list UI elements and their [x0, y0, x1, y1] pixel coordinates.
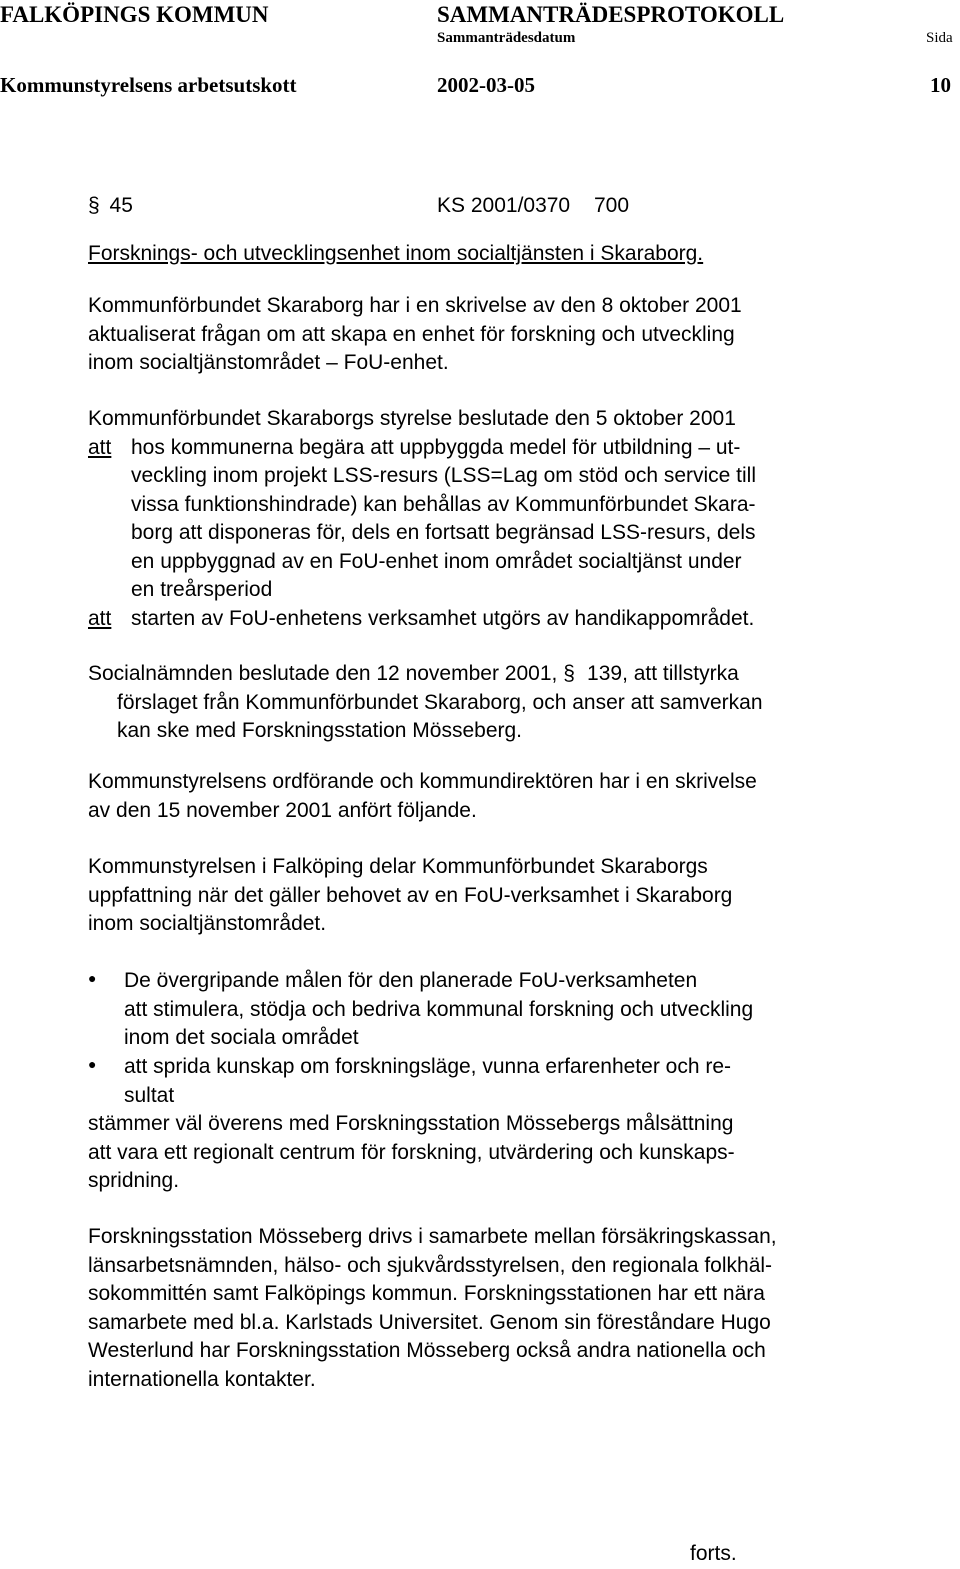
text-segment: Socialnämnden beslutade den 12 november 2001, — [88, 662, 558, 685]
date-label: Sammanträdesdatum — [437, 30, 576, 46]
bullet-dot-icon: ● — [88, 972, 97, 987]
paragraph-symbol: § — [88, 194, 100, 217]
text-line: sultat — [124, 1083, 175, 1107]
text-line: Kommunstyrelsen i Falköping delar Kommunförbundet Skaraborgs — [88, 855, 708, 878]
paragraph-4 — [88, 768, 757, 825]
text-line: spridning. — [88, 1169, 180, 1192]
committee-name: Kommunstyrelsens arbetsutskott — [0, 73, 297, 97]
att-clause-2 — [88, 605, 756, 634]
text-line: Kommunstyrelsens ordförande och kommundirektören har i en skrivelse — [88, 770, 757, 793]
text-line: att sprida kunskap om forskningsläge, vunna erfarenheter och re- — [124, 1055, 732, 1078]
att-clause-1 — [88, 434, 756, 463]
text-line: borg att disponeras för, dels en fortsatt begränsad LSS-resurs, dels — [131, 521, 756, 544]
text-line: vissa funktionshindrade) kan behållas av Kommunförbundet Skara- — [131, 492, 756, 516]
text-line — [88, 660, 763, 689]
text-line: starten av FoU-enhetens verksamhet utgörs av handikappområdet. — [131, 606, 755, 630]
text-line: samarbete med bl.a. Karlstads Universitet. Genom sin föreståndare Hugo — [88, 1310, 771, 1334]
text-line: länsarbetsnämnden, hälso- och sjukvårdsstyrelsen, den regionala folkhäl- — [88, 1253, 773, 1277]
text-line: förslaget från Kommunförbundet Skaraborg, och anser att samverkan — [117, 690, 763, 714]
paragraph-6 — [88, 1110, 735, 1196]
meeting-date: 2002-03-05 — [437, 73, 535, 97]
page-number: 10 — [930, 73, 951, 97]
text-line: att stimulera, stödja och bedriva kommunal forskning och utveckling — [124, 997, 754, 1021]
paragraph-1 — [88, 292, 742, 378]
bullet-item-1 — [124, 967, 753, 1053]
text-line: inom socialtjänstområdet. — [88, 912, 327, 935]
bullet-item-2 — [124, 1053, 731, 1110]
text-line: en treårsperiod — [131, 578, 273, 601]
text-line: veckling inom projekt LSS-resurs (LSS=Lag om stöd och service till — [131, 464, 757, 487]
text-line: Westerlund har Forskningsstation Mösseberg också andra nationella och — [88, 1339, 766, 1362]
text-line: De övergripande målen för den planerade FoU-verksamheten — [124, 969, 698, 992]
text-line: inom socialtjänstområdet – FoU-enhet. — [88, 351, 449, 374]
text-line: internationella kontakter. — [88, 1367, 316, 1391]
archive-code: 700 — [593, 194, 630, 217]
case-header — [88, 192, 133, 221]
text-line: sokommittén samt Falköpings kommun. Forskningsstationen har ett nära — [88, 1282, 765, 1305]
att-word: att — [88, 606, 112, 630]
paragraph-3 — [88, 660, 763, 746]
text-line: hos kommunerna begära att uppbyggda medel för utbildning – ut- — [131, 435, 741, 459]
bullet-dot-icon: ● — [88, 1058, 97, 1073]
text-line: Forskningsstation Mösseberg drivs i samarbete mellan försäkringskassan, — [88, 1225, 777, 1248]
continued-marker: forts. — [690, 1542, 737, 1565]
text-line: stämmer väl överens med Forskningsstation Mössebergs målsättning — [88, 1112, 734, 1135]
text-line: Kommunförbundet Skaraborgs styrelse beslutade den 5 oktober 2001 — [88, 407, 736, 430]
document-type: SAMMANTRÄDESPROTOKOLL — [437, 2, 785, 27]
text-line: att vara ett regionalt centrum för forskning, utvärdering och kunskaps- — [88, 1140, 735, 1164]
paragraph-7 — [88, 1223, 777, 1394]
paragraph-5 — [88, 853, 732, 939]
organization-name: FALKÖPINGS KOMMUN — [0, 2, 269, 27]
paragraph-2 — [88, 405, 756, 633]
text-line: uppfattning när det gäller behovet av en FoU-verksamhet i Skaraborg — [88, 883, 733, 907]
paragraph-number: 45 — [109, 194, 133, 217]
text-line: en uppbyggnad av en FoU-enhet inom området socialtjänst under — [131, 549, 742, 573]
text-line: inom det sociala området — [124, 1026, 359, 1049]
att-word: att — [88, 435, 112, 459]
paragraph-symbol: § — [563, 662, 575, 685]
text-line: av den 15 november 2001 anfört följande. — [88, 798, 477, 822]
case-number-text: KS 2001/0370 — [437, 194, 571, 217]
text-line: Kommunförbundet Skaraborg har i en skrivelse av den 8 oktober 2001 — [88, 294, 742, 317]
text-segment: 139, att tillstyrka — [587, 662, 739, 685]
text-line: aktualiserat frågan om att skapa en enhet för forskning och utveckling — [88, 322, 735, 346]
case-title: Forsknings- och utvecklingsenhet inom socialtjänsten i Skaraborg. — [88, 242, 704, 265]
case-number — [437, 192, 629, 221]
text-line: kan ske med Forskningsstation Mösseberg. — [117, 719, 523, 742]
page-label: Sida — [926, 30, 953, 46]
